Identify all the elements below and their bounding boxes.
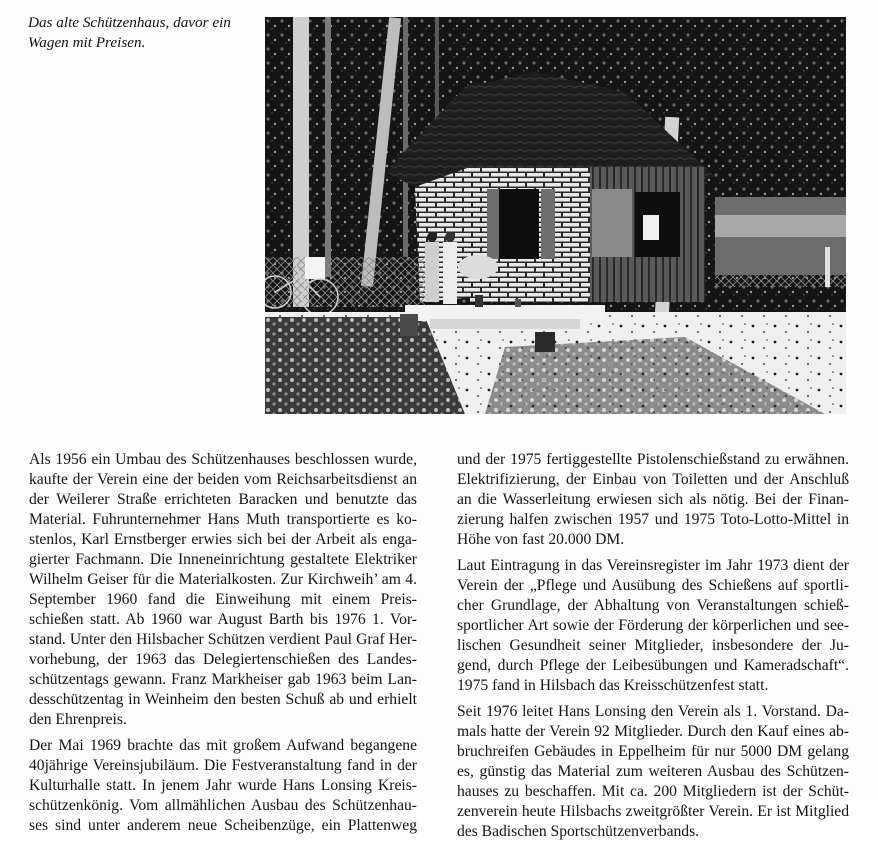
- paragraph: [457, 556, 849, 696]
- paragraph: [457, 450, 849, 550]
- text-line: Wilhelm Geiser für die Materialkosten. Zur Kirchweih’ am 4.: [29, 571, 417, 588]
- text-column-right: [457, 450, 849, 848]
- text-line: zenverein heute Hilsbachs zweitgrößter Verein. Er ist Mitglied: [457, 803, 849, 820]
- text-line: lischen Gesundheit seiner Mitglieder, insbesondere der Ju-: [457, 637, 849, 654]
- shooting-range-wall: [715, 197, 846, 287]
- caption-line: Wagen mit Preisen.: [28, 34, 146, 51]
- text-line: den Ehrenpreis.: [29, 711, 127, 728]
- text-line: 40jährige Vereinsjubiläum. Die Festveranstaltung fand in der: [29, 757, 417, 774]
- text-line: und der 1975 fertiggestellte Pistolenschießstand zu erwähnen.: [457, 451, 849, 468]
- text-line: der Weilerer Straße errichteten Baracken und benutzte das: [29, 491, 417, 508]
- text-line: schießen statt. Ab 1960 war August Barth bis 1976 1. Vor-: [29, 611, 417, 628]
- text-line: hauses zu beschaffen. Mit ca. 200 Mitgliedern ist der Schüt-: [457, 783, 849, 800]
- text-line: sportlicher Art sowie der Förderung der körperlichen und see-: [457, 617, 849, 634]
- text-line: Als 1956 ein Umbau des Schützenhauses beschlossen wurde,: [29, 451, 417, 468]
- paragraph: [29, 736, 417, 836]
- text-line: desschützentag in Weinheim den besten Schuß ab und erhielt: [29, 691, 417, 708]
- caption-line: Das alte Schützenhaus, davor ein: [28, 14, 231, 31]
- text-line: stenlos, Karl Ernstberger erwies sich bei der Arbeit als enga-: [29, 531, 417, 548]
- historical-photo: [265, 17, 846, 414]
- text-line: vorhebung, der 1963 das Delegiertenschießen des Landes-: [29, 651, 417, 668]
- photo-illustration: [265, 17, 846, 414]
- flower-bouquet: [458, 255, 498, 279]
- text-line: zierung halfen zwischen 1957 und 1975 Toto-Lotto-Mittel in: [457, 511, 849, 528]
- text-line: gend, durch Pflege der Leibesübungen und Kameradschaft“.: [457, 657, 849, 674]
- text-line: Der Mai 1969 brachte das mit großem Aufwand begangene: [29, 737, 417, 754]
- text-line: Seit 1976 leitet Hans Lonsing den Verein als 1. Vorstand. Da-: [457, 703, 849, 720]
- paragraph: [457, 702, 849, 842]
- figure-caption: [28, 13, 258, 53]
- text-line: Laut Eintragung in das Vereinsregister im Jahr 1973 dient der: [457, 557, 849, 574]
- text-line: an die Wasserleitung erwiesen sich als nötig. Bei der Finan-: [457, 491, 849, 508]
- text-line: ses sind unter anderem neue Scheibenzüge, ein Plattenweg: [29, 817, 417, 834]
- text-line: gierter Fachmann. Die Inneneinrichtung gestaltete Elektriker: [29, 551, 417, 568]
- text-line: mals hatte der Verein 92 Mitglieder. Durch den Kauf eines ab-: [457, 723, 849, 740]
- text-line: es, günstig das Material zum weiteren Ausbau des Schützen-: [457, 763, 849, 780]
- hut: [415, 167, 705, 302]
- text-line: schützentags gewann. Franz Markheiser gab 1963 beim Lan-: [29, 671, 417, 688]
- text-line: bruchreifen Gebäudes in Eppelheim für nur 5000 DM gelang: [457, 743, 849, 760]
- text-column-left: [29, 450, 417, 842]
- text-line: des Badischen Sportschützenverbands.: [457, 823, 700, 840]
- text-line: Verein der „Pflege und Ausübung des Schießens auf sportli-: [457, 577, 849, 594]
- text-line: 1975 fand in Hilsbach das Kreisschützenfest statt.: [457, 677, 769, 694]
- text-line: schützenkönig. Vom allmählichen Ausbau des Schützenhau-: [29, 797, 417, 814]
- text-line: stand. Unter den Hilsbacher Schützen verdient Paul Graf Her-: [29, 631, 417, 648]
- text-line: September 1960 fand die Einweihung mit einem Preis-: [29, 591, 417, 608]
- text-line: Elektrifizierung, der Einbau von Toiletten und der Anschluß: [457, 471, 849, 488]
- text-line: cher Grundlage, der Abhaltung von Veranstaltungen schieß-: [457, 597, 849, 614]
- text-line: Material. Fuhrunternehmer Hans Muth transportierte es ko-: [29, 511, 417, 528]
- text-line: Höhe von fast 20.000 DM.: [457, 531, 625, 548]
- text-line: Kulturhalle statt. In jenem Jahr wurde Hans Lonsing Kreis-: [29, 777, 417, 794]
- paragraph: [29, 450, 417, 730]
- text-line: kaufte der Verein eine der beiden vom Reichsarbeitsdienst an: [29, 471, 417, 488]
